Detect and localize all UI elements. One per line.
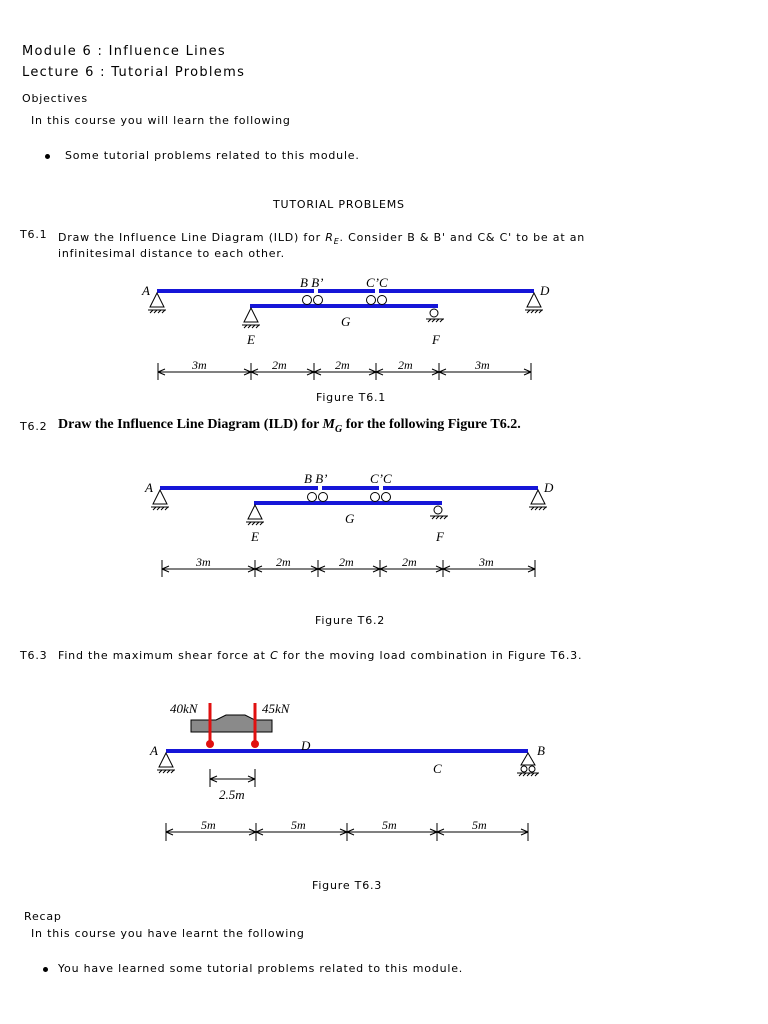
dim-label: 2m: [339, 555, 354, 569]
label-F: F: [436, 529, 444, 544]
dim-label: 5m: [291, 818, 306, 832]
label-A: A: [150, 743, 158, 758]
spacing-label: 2.5m: [219, 787, 245, 802]
dim-label: 3m: [196, 555, 211, 569]
objectives-intro: In this course you will learn the following: [31, 114, 291, 127]
recap-heading: Recap: [24, 910, 62, 923]
dim-label: 2m: [402, 555, 417, 569]
dim-label: 3m: [192, 358, 207, 372]
load-label: 40kN: [170, 701, 198, 716]
label-BB: B B’: [304, 471, 328, 486]
label-E: E: [247, 332, 255, 347]
section-title: TUTORIAL PROBLEMS: [273, 198, 405, 211]
module-title: Module 6 : Influence Lines: [22, 44, 226, 59]
label-G: G: [341, 314, 351, 329]
objectives-heading: Objectives: [22, 92, 88, 105]
label-G: G: [345, 511, 355, 526]
problem-text: Find the maximum shear force at C for the moving load combination in Figure T6.3.: [58, 649, 583, 662]
objective-item: Some tutorial problems related to this module.: [65, 149, 360, 162]
label-F: F: [432, 332, 440, 347]
dim-label: 3m: [479, 555, 494, 569]
dim-label: 3m: [475, 358, 490, 372]
figure-caption: Figure T6.2: [315, 614, 386, 627]
label-C: C: [433, 761, 442, 776]
lecture-title: Lecture 6 : Tutorial Problems: [22, 65, 246, 80]
figure-caption: Figure T6.3: [312, 879, 383, 892]
problem-text-line2: infinitesimal distance to each other.: [58, 247, 285, 260]
dim-label: 5m: [472, 818, 487, 832]
dim-label: 5m: [201, 818, 216, 832]
label-D: D: [301, 738, 311, 753]
problem-number: T6.1: [20, 228, 48, 241]
problem-text: Draw the Influence Line Diagram (ILD) for $R_E$. Consider B & B' and C& C' to be at an: [58, 231, 586, 247]
bullet-icon: [45, 154, 50, 159]
recap-item: You have learned some tutorial problems related to this module.: [58, 962, 464, 975]
label-A: A: [145, 480, 153, 495]
dim-label: 2m: [398, 358, 413, 372]
label-CC: C’C: [366, 275, 388, 290]
figure-t6-3: [0, 695, 768, 845]
vehicle-icon: [191, 715, 272, 732]
label-A: A: [142, 283, 150, 298]
dim-label: 5m: [382, 818, 397, 832]
figure-t6-1: [0, 275, 768, 385]
recap-intro: In this course you have learnt the following: [31, 927, 305, 940]
label-B: B: [537, 743, 545, 758]
label-BB: B B’: [300, 275, 324, 290]
label-E: E: [251, 529, 259, 544]
problem-text: Draw the Influence Line Diagram (ILD) for $M_G$ for the following Figure T6.2.: [58, 417, 521, 435]
problem-number: T6.3: [20, 649, 48, 662]
label-D: D: [540, 283, 550, 298]
label-CC: C’C: [370, 471, 392, 486]
dim-label: 2m: [272, 358, 287, 372]
bullet-icon: [43, 967, 48, 972]
figure-t6-2: [0, 470, 768, 585]
dim-label: 2m: [335, 358, 350, 372]
problem-number: T6.2: [20, 420, 48, 433]
load-label: 45kN: [262, 701, 290, 716]
figure-caption: Figure T6.1: [316, 391, 387, 404]
label-D: D: [544, 480, 554, 495]
dim-label: 2m: [276, 555, 291, 569]
